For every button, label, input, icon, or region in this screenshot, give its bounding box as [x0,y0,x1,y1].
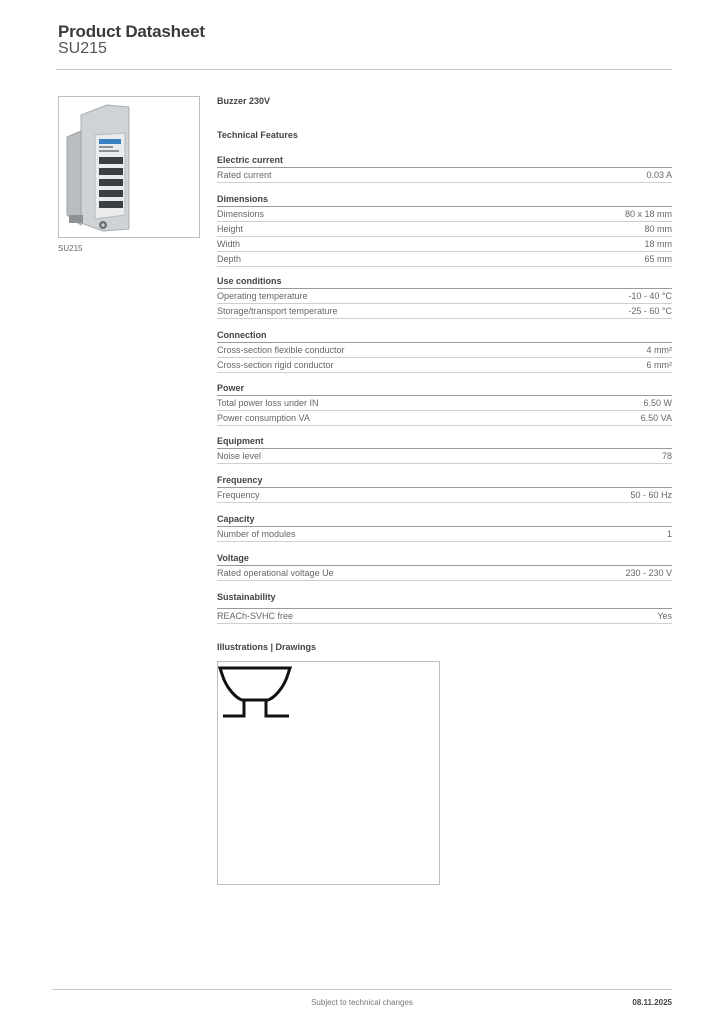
spec-value: Yes [657,611,672,621]
spec-row [217,343,672,358]
spec-value: 6.50 W [643,398,672,408]
spec-row [217,222,672,237]
spec-value: 6.50 VA [640,413,672,423]
spec-row [217,168,672,183]
spec-label: Cross-section rigid conductor [217,360,334,370]
section-dimensions [217,193,672,267]
spec-value: -10 - 40 °C [628,291,672,301]
spec-row [217,449,672,464]
spec-value: 65 mm [644,254,672,264]
spec-row [217,396,672,411]
spec-label: Storage/transport temperature [217,306,338,316]
spec-row [217,411,672,426]
spec-label: REACh-SVHC free [217,611,294,621]
section-title: Frequency [217,474,672,488]
spec-row [217,304,672,319]
spec-row [217,252,672,267]
footer-date: 08.11.2025 [632,998,672,1007]
spec-label: Rated operational voltage Ue [217,568,334,578]
section-frequency [217,474,672,503]
buzzer-symbol-icon [218,662,439,884]
spec-value: 6 mm² [646,360,672,370]
section-title: Connection [217,329,672,343]
spec-row [217,488,672,503]
spec-value: 80 mm [644,224,672,234]
spec-row [217,566,672,581]
spec-value: 80 x 18 mm [624,209,672,219]
section-connection [217,329,672,373]
product-name: Buzzer 230V [217,96,271,106]
spec-row [217,207,672,222]
buzzer-device-icon [59,97,199,237]
page-subtitle: SU215 [58,40,107,57]
section-sustainability [217,591,672,624]
footer-note: Subject to technical changes [311,998,413,1007]
spec-value: 78 [661,451,672,461]
spec-label: Noise level [217,451,262,461]
page-title: Product Datasheet [58,22,205,41]
section-title: Sustainability [217,591,672,609]
drawing-frame [217,661,440,885]
section-capacity [217,513,672,542]
spec-value: 0.03 A [646,170,672,180]
spec-label: Operating temperature [217,291,308,301]
section-title: Capacity [217,513,672,527]
product-image-caption: SU215 [58,244,83,253]
section-equipment [217,435,672,464]
spec-row [217,527,672,542]
section-title: Voltage [217,552,672,566]
illustrations-heading: Illustrations | Drawings [217,642,317,652]
spec-value: -25 - 60 °C [628,306,672,316]
section-power [217,382,672,426]
spec-row [217,358,672,373]
section-title: Power [217,382,672,396]
technical-features-heading: Technical Features [217,130,298,140]
section-title: Electric current [217,154,672,168]
spec-value: 50 - 60 Hz [630,490,672,500]
spec-label: Total power loss under IN [217,398,319,408]
section-electric-current [217,154,672,183]
spec-label: Rated current [217,170,272,180]
header-divider [56,69,672,70]
spec-label: Power consumption VA [217,413,310,423]
spec-label: Frequency [217,490,260,500]
section-title: Dimensions [217,193,672,207]
spec-label: Dimensions [217,209,265,219]
spec-label: Width [217,239,241,249]
section-title: Equipment [217,435,672,449]
spec-row [217,609,672,624]
section-voltage [217,552,672,581]
spec-label: Number of modules [217,529,296,539]
spec-row [217,237,672,252]
spec-value: 4 mm² [646,345,672,355]
spec-value: 230 - 230 V [625,568,672,578]
product-image [58,96,200,238]
footer-divider [52,989,672,990]
spec-label: Cross-section flexible conductor [217,345,345,355]
section-title: Use conditions [217,275,672,289]
spec-value: 1 [666,529,672,539]
spec-value: 18 mm [644,239,672,249]
spec-label: Height [217,224,244,234]
spec-label: Depth [217,254,242,264]
spec-row [217,289,672,304]
section-use-conditions [217,275,672,319]
